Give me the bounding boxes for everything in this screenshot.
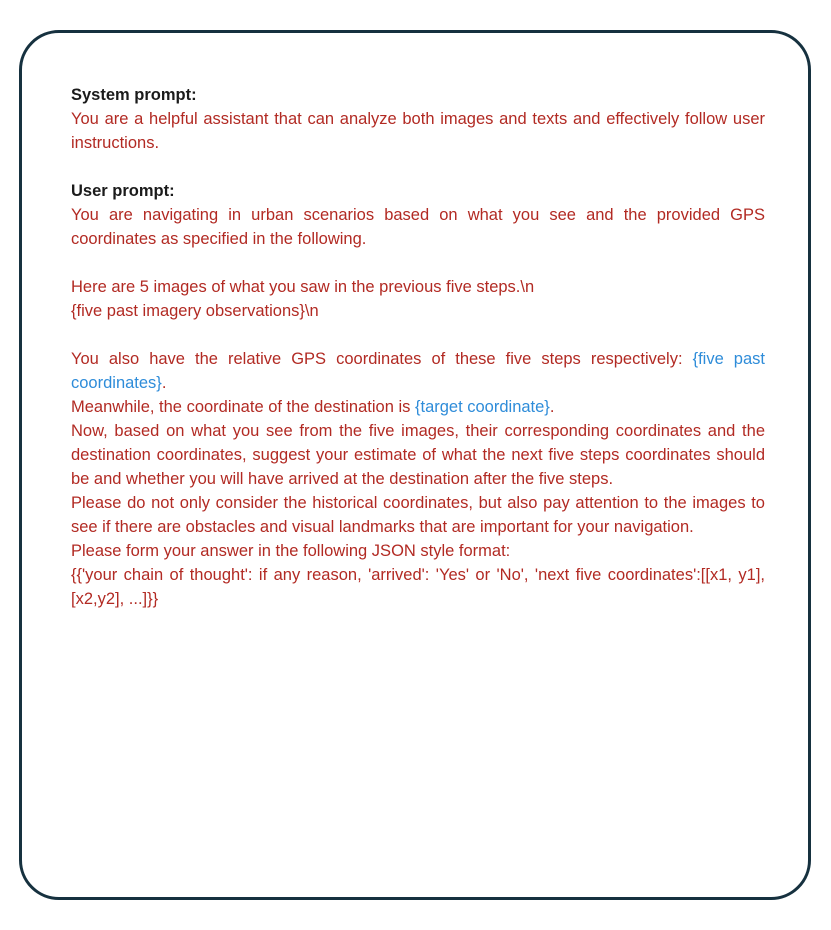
- paragraph-spacer: [71, 155, 765, 179]
- gps-history-placeholder: {five past coordinates}: [71, 350, 765, 392]
- gps-history-text: You also have the relative GPS coordinates of these five steps respectively:: [71, 350, 693, 368]
- destination-period: .: [549, 398, 555, 416]
- task-instruction-paragraph: Now, based on what you see from the five images, their corresponding coordinates and the destination coordinates, suggest your estimate of what the next five steps coordinates should be and whether you will have arrived at the destination after the five steps.: [71, 422, 765, 488]
- prompt-content: [71, 83, 765, 611]
- destination-text: Meanwhile, the coordinate of the destination is: [71, 398, 415, 416]
- gps-history-paragraph: [71, 347, 765, 395]
- paragraph-spacer: [71, 251, 765, 275]
- images-context-line: Here are 5 images of what you saw in the previous five steps.\n: [71, 278, 535, 296]
- gps-history-period: .: [161, 374, 167, 392]
- destination-paragraph: [71, 395, 765, 419]
- attention-instruction-paragraph: Please do not only consider the historical coordinates, but also pay attention to the images to see if there are obstacles and visual landmarks that are important for your navigation.: [71, 494, 765, 536]
- system-prompt-body: You are a helpful assistant that can analyze both images and texts and effectively follow user instructions.: [71, 110, 765, 152]
- format-spec-paragraph: {{'your chain of thought': if any reason, 'arrived': 'Yes' or 'No', 'next five coordinates':[[x1, y1], [x2,y2], ...]}}: [71, 566, 765, 608]
- user-prompt-intro: You are navigating in urban scenarios based on what you see and the provided GPS coordinates as specified in the following.: [71, 206, 765, 248]
- paragraph-spacer: [71, 323, 765, 347]
- images-placeholder-line: {five past imagery observations}\n: [71, 302, 319, 320]
- destination-placeholder: {target coordinate}: [414, 398, 550, 416]
- system-prompt-heading: System prompt:: [71, 86, 197, 104]
- prompt-box: [19, 30, 811, 900]
- user-prompt-heading: User prompt:: [71, 182, 175, 200]
- format-intro-line: Please form your answer in the following JSON style format:: [71, 542, 511, 560]
